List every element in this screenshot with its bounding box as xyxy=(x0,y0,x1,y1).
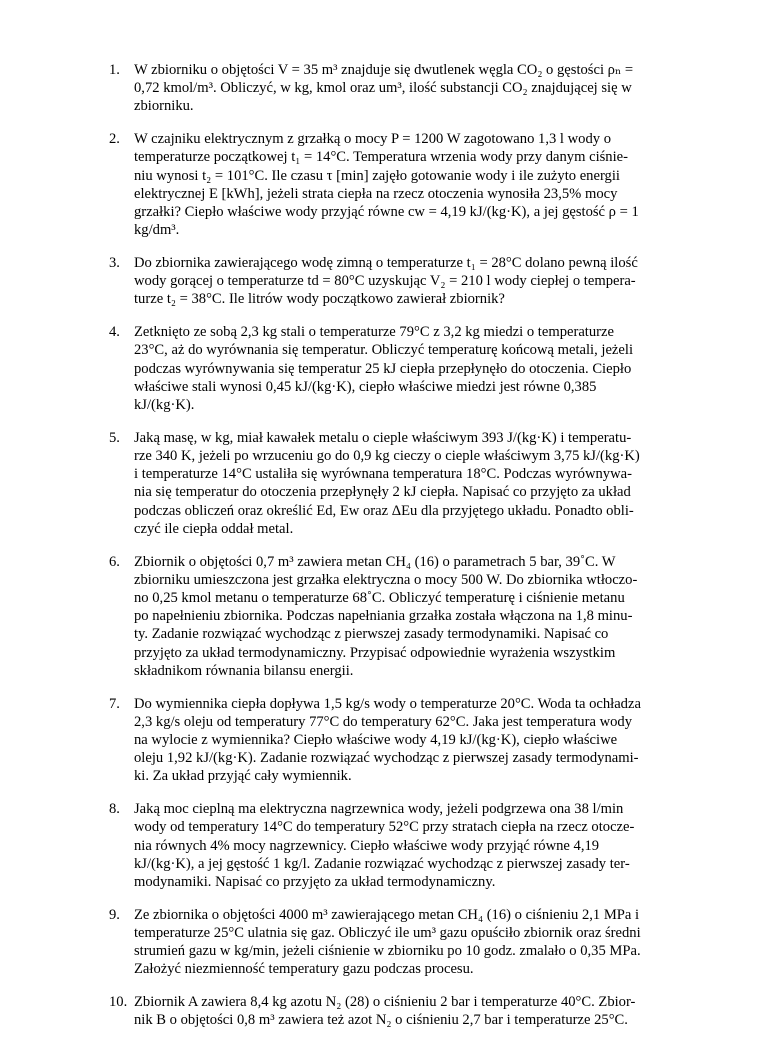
problem-text-line: niu wynosi t₂ = 101°C. Ile czasu τ [min] zajęło gotowanie wody i ile zużyto energii xyxy=(134,167,620,184)
problem-number: 8. xyxy=(109,801,120,818)
problem-number: 6. xyxy=(109,553,120,570)
problem-text-line: właściwe stali wynosi 0,45 kJ/(kg·K), ciepło właściwe miedzi jest równe 0,385 xyxy=(134,378,597,395)
problem-text-line: kJ/(kg·K), a jej gęstość 1 kg/l. Zadanie rozwiązać wychodząc z pierwszej zasady ter- xyxy=(134,855,630,872)
problem-text-line: składnikom równania bilansu energii. xyxy=(134,662,354,679)
problem-text-line: Ze zbiornika o objętości 4000 m³ zawierającego metan CH₄ (16) o ciśnieniu 2,1 MPa i xyxy=(134,906,640,923)
problem-item xyxy=(109,695,665,786)
problem-text-line: strumień gazu w kg/min, jeżeli ciśnienie w zbiorniku po 10 godz. zmalało o 0,35 MPa. xyxy=(134,943,641,960)
problem-text-line: kJ/(kg·K). xyxy=(134,397,195,414)
problem-text xyxy=(134,61,665,116)
problem-number: 9. xyxy=(109,906,120,923)
problem-text xyxy=(134,993,665,1029)
problem-item xyxy=(109,906,665,979)
problem-text-line: zbiorniku umieszczona jest grzałka elektryczna o mocy 500 W. Do zbiornika wtłoczo- xyxy=(134,571,638,588)
problem-text-line: Zbiornik o objętości 0,7 m³ zawiera metan CH₄ (16) o parametrach 5 bar, 39˚C. W xyxy=(134,553,616,570)
problem-text-line: na wylocie z wymiennika? Ciepło właściwe wody 4,19 kJ/(kg·K), ciepło właściwe xyxy=(134,732,618,749)
problem-text xyxy=(134,254,665,309)
problem-number: 7. xyxy=(109,695,120,712)
problem-text-line: nik B o objętości 0,8 m³ zawiera też azot N₂ o ciśnieniu 2,7 bar i temperaturze 25°C. xyxy=(134,1012,628,1029)
problem-text-line: temperaturze początkowej t₁ = 14°C. Temperatura wrzenia wody przy danym ciśnie- xyxy=(134,149,628,166)
problem-item xyxy=(109,800,665,891)
problem-text-line: Do zbiornika zawierającego wodę zimną o temperaturze t₁ = 28°C dolano pewną ilość xyxy=(134,255,638,272)
problem-item xyxy=(109,61,665,116)
problem-text-line: 23°C, aż do wyrównania się temperatur. Obliczyć temperaturę końcową metali, jeżeli xyxy=(134,342,633,359)
problem-number: 5. xyxy=(109,429,120,446)
problem-text-line: podczas wyrównywania się temperatur 25 kJ ciepła przepłynęło do otoczenia. Ciepło xyxy=(134,360,632,377)
problem-text-line: kg/dm³. xyxy=(134,222,180,239)
problem-text-line: oleju 1,92 kJ/(kg·K). Zadanie rozwiązać wychodząc z pierwszej zasady termodynami- xyxy=(134,750,639,767)
problem-item xyxy=(109,429,665,538)
problem-text-line: Założyć niezmienność temperatury gazu podczas procesu. xyxy=(134,961,474,978)
problem-text-line: i temperaturze 14°C ustaliła się wyrównana temperatura 18°C. Podczas wyrównywa- xyxy=(134,466,632,483)
problem-text xyxy=(134,695,665,786)
problem-text-line: ki. Za układ przyjąć cały wymiennik. xyxy=(134,768,352,785)
problem-item xyxy=(109,130,665,239)
problem-item xyxy=(109,993,665,1029)
problem-text-line: temperaturze 25°C ulatnia się gaz. Obliczyć ile um³ gazu opuściło zbiornik oraz średni xyxy=(134,925,641,942)
problem-list xyxy=(109,61,665,1044)
problem-text-line: no 0,25 kmol metanu o temperaturze 68˚C. Obliczyć temperaturę i ciśnienie metanu xyxy=(134,590,625,607)
problem-text-line: przyjęto za układ termodynamiczny. Przypisać odpowiednie wyrażenia wszystkim xyxy=(134,644,616,661)
problem-item xyxy=(109,323,665,414)
problem-text xyxy=(134,323,665,414)
problem-text-line: zbiorniku. xyxy=(134,98,194,115)
problem-number: 2. xyxy=(109,131,120,148)
problem-text-line: podczas obliczeń oraz określić Ed, Ew oraz ΔEu dla przyjętego układu. Ponadto obli- xyxy=(134,502,634,519)
problem-item xyxy=(109,254,665,309)
problem-text-line: W czajniku elektrycznym z grzałką o mocy P = 1200 W zagotowano 1,3 l wody o xyxy=(134,131,611,148)
problem-text-line: elektrycznej E [kWh], jeżeli strata ciepła na rzecz otoczenia wynosiła 23,5% mocy xyxy=(134,185,618,202)
problem-text-line: rze 340 K, jeżeli po wrzuceniu go do 0,9 kg cieczy o cieple właściwym 3,75 kJ/(kg·K) xyxy=(134,448,640,465)
problem-text-line: Jaką masę, w kg, miał kawałek metalu o cieple właściwym 393 J/(kg·K) i temperatu- xyxy=(134,429,632,446)
problem-text-line: grzałki? Ciepło właściwe wody przyjąć równe cw = 4,19 kJ/(kg·K), a jej gęstość ρ = 1 xyxy=(134,204,639,221)
problem-text-line: nia równych 4% mocy nagrzewnicy. Ciepło właściwe wody przyjąć równe 4,19 xyxy=(134,837,600,854)
problem-number: 1. xyxy=(109,62,120,78)
problem-item xyxy=(109,553,665,680)
problem-text xyxy=(134,906,665,979)
problem-text-line: Do wymiennika ciepła dopływa 1,5 kg/s wody o temperaturze 20°C. Woda ta ochładza xyxy=(134,695,641,712)
problem-text-line: Jaką moc cieplną ma elektryczna nagrzewnica wody, jeżeli podgrzewa ona 38 l/min xyxy=(134,801,624,818)
problem-text-line: ty. Zadanie rozwiązać wychodząc z pierwszej zasady termodynamiki. Napisać co xyxy=(134,626,609,643)
problem-text-line: modynamiki. Napisać co przyjęto za układ termodynamiczny. xyxy=(134,874,496,891)
problem-text-line: Zbiornik A zawiera 8,4 kg azotu N₂ (28) o ciśnieniu 2 bar i temperaturze 40°C. Zbior- xyxy=(134,994,636,1011)
problem-text xyxy=(134,553,665,680)
problem-text-line: po napełnieniu zbiornika. Podczas napełniania grzałka została włączona na 1,8 minu- xyxy=(134,608,633,625)
problem-text-line: Zetknięto ze sobą 2,3 kg stali o temperaturze 79°C z 3,2 kg miedzi o temperaturze xyxy=(134,324,614,341)
problem-text-line: 0,72 kmol/m³. Obliczyć, w kg, kmol oraz um³, ilość substancji CO₂ znajdującej się w xyxy=(134,80,632,97)
problem-number: 3. xyxy=(109,255,120,272)
problem-text-line: nia się temperatur do otoczenia przepłynęły 2 kJ ciepła. Napisać co przyjęto za układ xyxy=(134,484,631,501)
problem-text-line: wody gorącej o temperaturze td = 80°C uzyskując V₂ = 210 l wody ciepłej o tempera- xyxy=(134,273,636,290)
problem-text xyxy=(134,130,665,239)
problem-text-line: wody od temperatury 14°C do temperatury 52°C przy stratach ciepła na rzecz otocze- xyxy=(134,819,635,836)
problem-text-line: czyć ile ciepła oddał metal. xyxy=(134,520,294,537)
problem-text-line: W zbiorniku o objętości V = 35 m³ znajduje się dwutlenek węgla CO₂ o gęstości ρₙ = xyxy=(134,62,634,78)
problem-text xyxy=(134,800,665,891)
problem-text-line: 2,3 kg/s oleju od temperatury 77°C do temperatury 62°C. Jaka jest temperatura wody xyxy=(134,713,633,730)
problem-number: 4. xyxy=(109,324,120,341)
problem-text-line: turze t₂ = 38°C. Ile litrów wody początkowo zawierał zbiornik? xyxy=(134,291,505,308)
problem-number: 10. xyxy=(109,994,128,1011)
problem-text xyxy=(134,429,665,538)
